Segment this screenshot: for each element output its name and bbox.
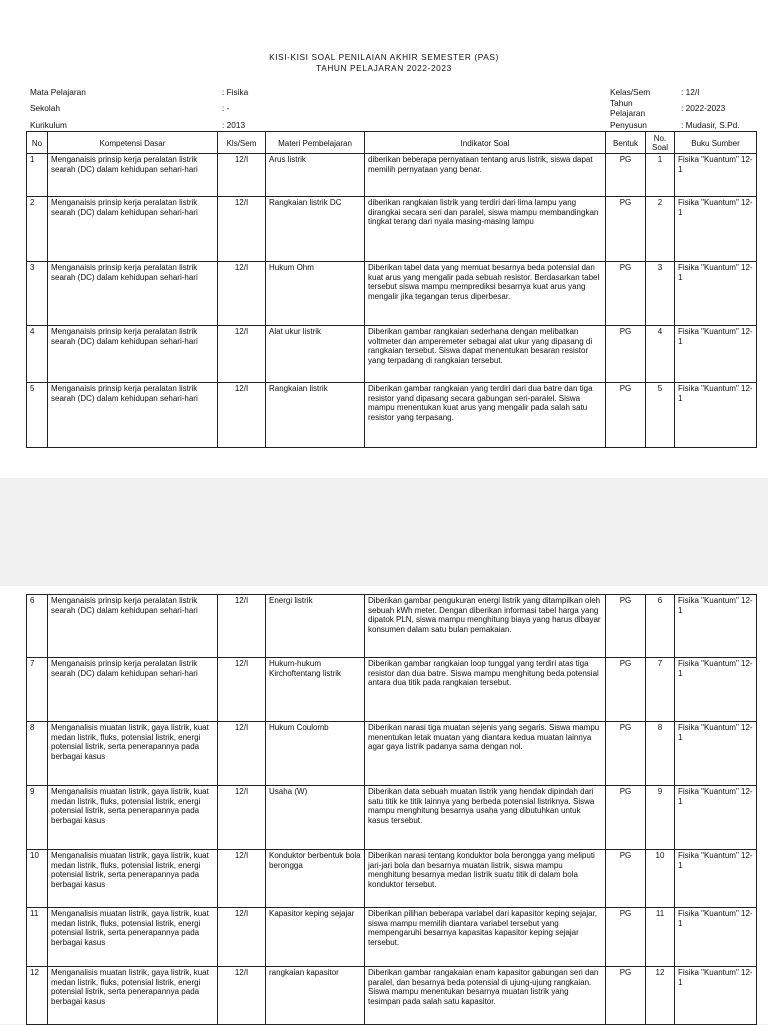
table-row xyxy=(27,262,757,326)
cell-nosoal: 7 xyxy=(646,658,675,722)
cell-kd: Menganaisis prinsip kerja peralatan listrik searah (DC) dalam kehidupan sehari-hari xyxy=(48,154,218,197)
column-header: Bentuk xyxy=(606,132,646,154)
document-title: KISI-KISI SOAL PENILAIAN AKHIR SEMESTER (PAS) xyxy=(269,52,499,62)
cell-indikator: Diberikan gambar rangkaian yang terdiri dari dua batre dan tiga resistor yand dipasang secara gabungan seri-paralel. Siswa mampu menentukan kuat arus yang mengalir pada salah satu resistor yang terpasang. xyxy=(365,383,606,448)
cell-bentuk: PG xyxy=(606,850,646,908)
cell-kls: 12/I xyxy=(218,908,266,967)
cell-materi: Kapasitor keping sejajar xyxy=(266,908,365,967)
info-value: : 2013 xyxy=(222,120,246,130)
cell-materi: Energi listrik xyxy=(266,595,365,658)
cell-indikator: Diberikan gambar rangkaian loop tunggal yang terdiri atas tiga resistor dan dua batre. Siswa mampu menghitung beda potensial antara dua titik pada rangkaian tersebut. xyxy=(365,658,606,722)
cell-bentuk: PG xyxy=(606,383,646,448)
cell-bentuk: PG xyxy=(606,908,646,967)
info-value: : 2022-2023 xyxy=(681,103,726,113)
cell-buku: Fisika "Kuantum" 12-1 xyxy=(675,197,757,262)
info-label: Sekolah xyxy=(30,103,60,113)
table-header-row xyxy=(27,132,757,154)
cell-kls: 12/I xyxy=(218,197,266,262)
table-row xyxy=(27,786,757,850)
cell-kls: 12/I xyxy=(218,786,266,850)
cell-materi: Arus listrik xyxy=(266,154,365,197)
table-row xyxy=(27,383,757,448)
cell-kd: Menganalisis muatan listrik, gaya listrik, kuat medan listrik, fluks, potensial listrik, energi potensial listrik, serta penerapannya pada berbagai kasus xyxy=(48,967,218,1025)
column-header: No. Soal xyxy=(646,132,675,154)
cell-bentuk: PG xyxy=(606,967,646,1025)
cell-nosoal: 6 xyxy=(646,595,675,658)
cell-no: 6 xyxy=(27,595,48,658)
table-row xyxy=(27,967,757,1025)
cell-materi: Hukum Coulomb xyxy=(266,722,365,786)
cell-indikator: Diberikan gambar rangakaian enam kapasitor gabungan seri dan paralel, dan besarnya beda potensial di ujung-ujung rangkaian. Siswa mampu menentukan besarnya muatan listrik yang tesimpan pada salah satu kapasitor. xyxy=(365,967,606,1025)
table-row xyxy=(27,850,757,908)
cell-indikator: Diberikan tabel data yang memuat besarnya beda potensial dan kuat arus yang mengalir pada sebuah resistor. Berdasarkan tabel tersebut siswa mampu memprediksi besarnya kuat arus yang mengalir jika tegangan terus diperbesar. xyxy=(365,262,606,326)
cell-bentuk: PG xyxy=(606,722,646,786)
info-label: Mata Pelajaran xyxy=(30,87,86,97)
cell-kd: Menganaisis prinsip kerja peralatan listrik searah (DC) dalam kehidupan sehari-hari xyxy=(48,595,218,658)
document-page-1 xyxy=(0,0,768,478)
cell-kd: Menganalisis muatan listrik, gaya listrik, kuat medan listrik, fluks, potensial listrik, energi potensial listrik, serta penerapannya pada berbagai kasus xyxy=(48,722,218,786)
table-row xyxy=(27,595,757,658)
cell-kd: Menganaisis prinsip kerja peralatan listrik searah (DC) dalam kehidupan sehari-hari xyxy=(48,262,218,326)
cell-bentuk: PG xyxy=(606,154,646,197)
cell-nosoal: 9 xyxy=(646,786,675,850)
cell-kls: 12/I xyxy=(218,326,266,383)
column-header: Materi Pembelajaran xyxy=(266,132,365,154)
cell-kd: Menganaisis prinsip kerja peralatan listrik searah (DC) dalam kehidupan sehari-hari xyxy=(48,658,218,722)
cell-buku: Fisika "Kuantum" 12-1 xyxy=(675,154,757,197)
info-value: : Mudasir, S.Pd. xyxy=(681,120,740,130)
cell-no: 11 xyxy=(27,908,48,967)
cell-bentuk: PG xyxy=(606,262,646,326)
cell-materi: rangkaian kapasitor xyxy=(266,967,365,1025)
info-label: Kelas/Sem xyxy=(610,87,651,97)
cell-kd: Menganaisis prinsip kerja peralatan listrik searah (DC) dalam kehidupan sehari-hari xyxy=(48,197,218,262)
cell-buku: Fisika "Kuantum" 12-1 xyxy=(675,595,757,658)
cell-nosoal: 11 xyxy=(646,908,675,967)
cell-no: 12 xyxy=(27,967,48,1025)
cell-indikator: Diberikan narasi tiga muatan sejenis yang segaris. Siswa mampu menentukan letak muatan yang diantara kedua muatan lainnya agar gaya listrik padanya sama dengan nol. xyxy=(365,722,606,786)
cell-no: 9 xyxy=(27,786,48,850)
table-row xyxy=(27,722,757,786)
cell-buku: Fisika "Kuantum" 12-1 xyxy=(675,658,757,722)
column-header: Kompetensi Dasar xyxy=(48,132,218,154)
cell-kd: Menganalisis muatan listrik, gaya listrik, kuat medan listrik, fluks, potensial listrik, energi potensial listrik, serta penerapannya pada berbagai kasus xyxy=(48,908,218,967)
cell-bentuk: PG xyxy=(606,197,646,262)
table-row xyxy=(27,658,757,722)
cell-kls: 12/I xyxy=(218,383,266,448)
cell-indikator: Diberikan gambar rangkaian sederhana dengan melibatkan voltmeter dan amperemeter sebagai alat ukur yang dipasang di rangkaian tersebut. Siswa dapat menentukan besaran resistor yang terpadang di rangkaian tersebut. xyxy=(365,326,606,383)
cell-buku: Fisika "Kuantum" 12-1 xyxy=(675,786,757,850)
column-header: Buku Sumber xyxy=(675,132,757,154)
cell-kd: Menganalisis muatan listrik, gaya listrik, kuat medan listrik, fluks, potensial listrik, energi potensial listrik, serta penerapannya pada berbagai kasus xyxy=(48,786,218,850)
document-subtitle: TAHUN PELAJARAN 2022-2023 xyxy=(316,63,452,73)
cell-nosoal: 4 xyxy=(646,326,675,383)
column-header: No xyxy=(27,132,48,154)
info-label: Tahun Pelajaran xyxy=(610,98,646,118)
cell-no: 5 xyxy=(27,383,48,448)
cell-no: 3 xyxy=(27,262,48,326)
cell-nosoal: 3 xyxy=(646,262,675,326)
cell-no: 4 xyxy=(27,326,48,383)
cell-materi: Alat ukur listrik xyxy=(266,326,365,383)
table-row xyxy=(27,908,757,967)
cell-materi: Rangkaian listrik DC xyxy=(266,197,365,262)
cell-bentuk: PG xyxy=(606,595,646,658)
cell-kd: Menganaisis prinsip kerja peralatan listrik searah (DC) dalam kehidupan sehari-hari xyxy=(48,383,218,448)
cell-buku: Fisika "Kuantum" 12-1 xyxy=(675,908,757,967)
cell-bentuk: PG xyxy=(606,658,646,722)
cell-no: 7 xyxy=(27,658,48,722)
table-row xyxy=(27,154,757,197)
cell-nosoal: 2 xyxy=(646,197,675,262)
cell-kls: 12/I xyxy=(218,658,266,722)
column-header: Indikator Soal xyxy=(365,132,606,154)
cell-buku: Fisika "Kuantum" 12-1 xyxy=(675,262,757,326)
cell-no: 2 xyxy=(27,197,48,262)
cell-indikator: Diberikan data sebuah muatan listrik yang hendak dipindah dari satu titik ke titik lainnya yang berbeda potensial listriknya. Siswa mampu menghitung besarnya usaha yang dibutuhkan untuk kasus tersebut. xyxy=(365,786,606,850)
cell-no: 10 xyxy=(27,850,48,908)
cell-materi: Hukum-hukum Kirchoftentang listrik xyxy=(266,658,365,722)
cell-indikator: diberikan rangkaian listrik yang terdiri dari lima lampu yang dirangkai secara seri dan paralel, siswa mampu membandingkan tingkat terang dari nyala masing-masing lampu xyxy=(365,197,606,262)
cell-nosoal: 5 xyxy=(646,383,675,448)
cell-kls: 12/I xyxy=(218,850,266,908)
cell-kls: 12/I xyxy=(218,154,266,197)
cell-buku: Fisika "Kuantum" 12-1 xyxy=(675,722,757,786)
cell-materi: Usaha (W) xyxy=(266,786,365,850)
kisi-table-2 xyxy=(26,594,757,1025)
cell-bentuk: PG xyxy=(606,786,646,850)
cell-kls: 12/I xyxy=(218,262,266,326)
cell-kd: Menganaisis prinsip kerja peralatan listrik searah (DC) dalam kehidupan sehari-hari xyxy=(48,326,218,383)
cell-nosoal: 12 xyxy=(646,967,675,1025)
cell-indikator: Diberikan gambar pengukuran energi listrik yang ditampilkan oleh sebuah kWh meter. Dengan diberikan informasi tabel harga yang dipatok PLN, siswa mampu menghitung biaya yang harus dibayar konsumen dalam satu bulan pemakaian. xyxy=(365,595,606,658)
cell-kls: 12/I xyxy=(218,967,266,1025)
info-label: Kurikulum xyxy=(30,120,67,130)
cell-buku: Fisika "Kuantum" 12-1 xyxy=(675,967,757,1025)
cell-indikator: Diberikan narasi tentang konduktor bola berongga yang meliputi jari-jari bola dan besarnya muatan listrik, siswa mampu menghitung besarnya medan listrik suatu titik di dalam bola konduktor tersebut. xyxy=(365,850,606,908)
cell-nosoal: 10 xyxy=(646,850,675,908)
info-value: : - xyxy=(222,103,230,113)
cell-no: 1 xyxy=(27,154,48,197)
info-label: Penyusun xyxy=(610,120,647,130)
cell-materi: Hukum Ohm xyxy=(266,262,365,326)
cell-buku: Fisika "Kuantum" 12-1 xyxy=(675,850,757,908)
document-page-2 xyxy=(0,586,768,1024)
cell-buku: Fisika "Kuantum" 12-1 xyxy=(675,326,757,383)
table-row xyxy=(27,197,757,262)
cell-buku: Fisika "Kuantum" 12-1 xyxy=(675,383,757,448)
table-row xyxy=(27,326,757,383)
info-value: : Fisika xyxy=(222,87,249,97)
info-value: : 12/I xyxy=(681,87,700,97)
cell-kd: Menganalisis muatan listrik, gaya listrik, kuat medan listrik, fluks, potensial listrik, energi potensial listrik, serta penerapannya pada berbagai kasus xyxy=(48,850,218,908)
cell-materi: Rangkaian listrik xyxy=(266,383,365,448)
cell-nosoal: 1 xyxy=(646,154,675,197)
cell-bentuk: PG xyxy=(606,326,646,383)
cell-kls: 12/I xyxy=(218,722,266,786)
kisi-table-1 xyxy=(26,131,757,448)
cell-kls: 12/I xyxy=(218,595,266,658)
cell-materi: Konduktor berbentuk bola berongga xyxy=(266,850,365,908)
cell-indikator: diberikan beberapa pernyataan tentang arus listrik, siswa dapat memilih pernyataan yang benar. xyxy=(365,154,606,197)
cell-indikator: Diberikan pilihan beberapa variabel dari kapasitor keping sejajar, siswa mampu memilih diantara variabel tersebut yang mempengaruhi besarnya kapasitas kapasitor keping sejajar tersebut. xyxy=(365,908,606,967)
column-header: Kls/Sem xyxy=(218,132,266,154)
cell-nosoal: 8 xyxy=(646,722,675,786)
cell-no: 8 xyxy=(27,722,48,786)
